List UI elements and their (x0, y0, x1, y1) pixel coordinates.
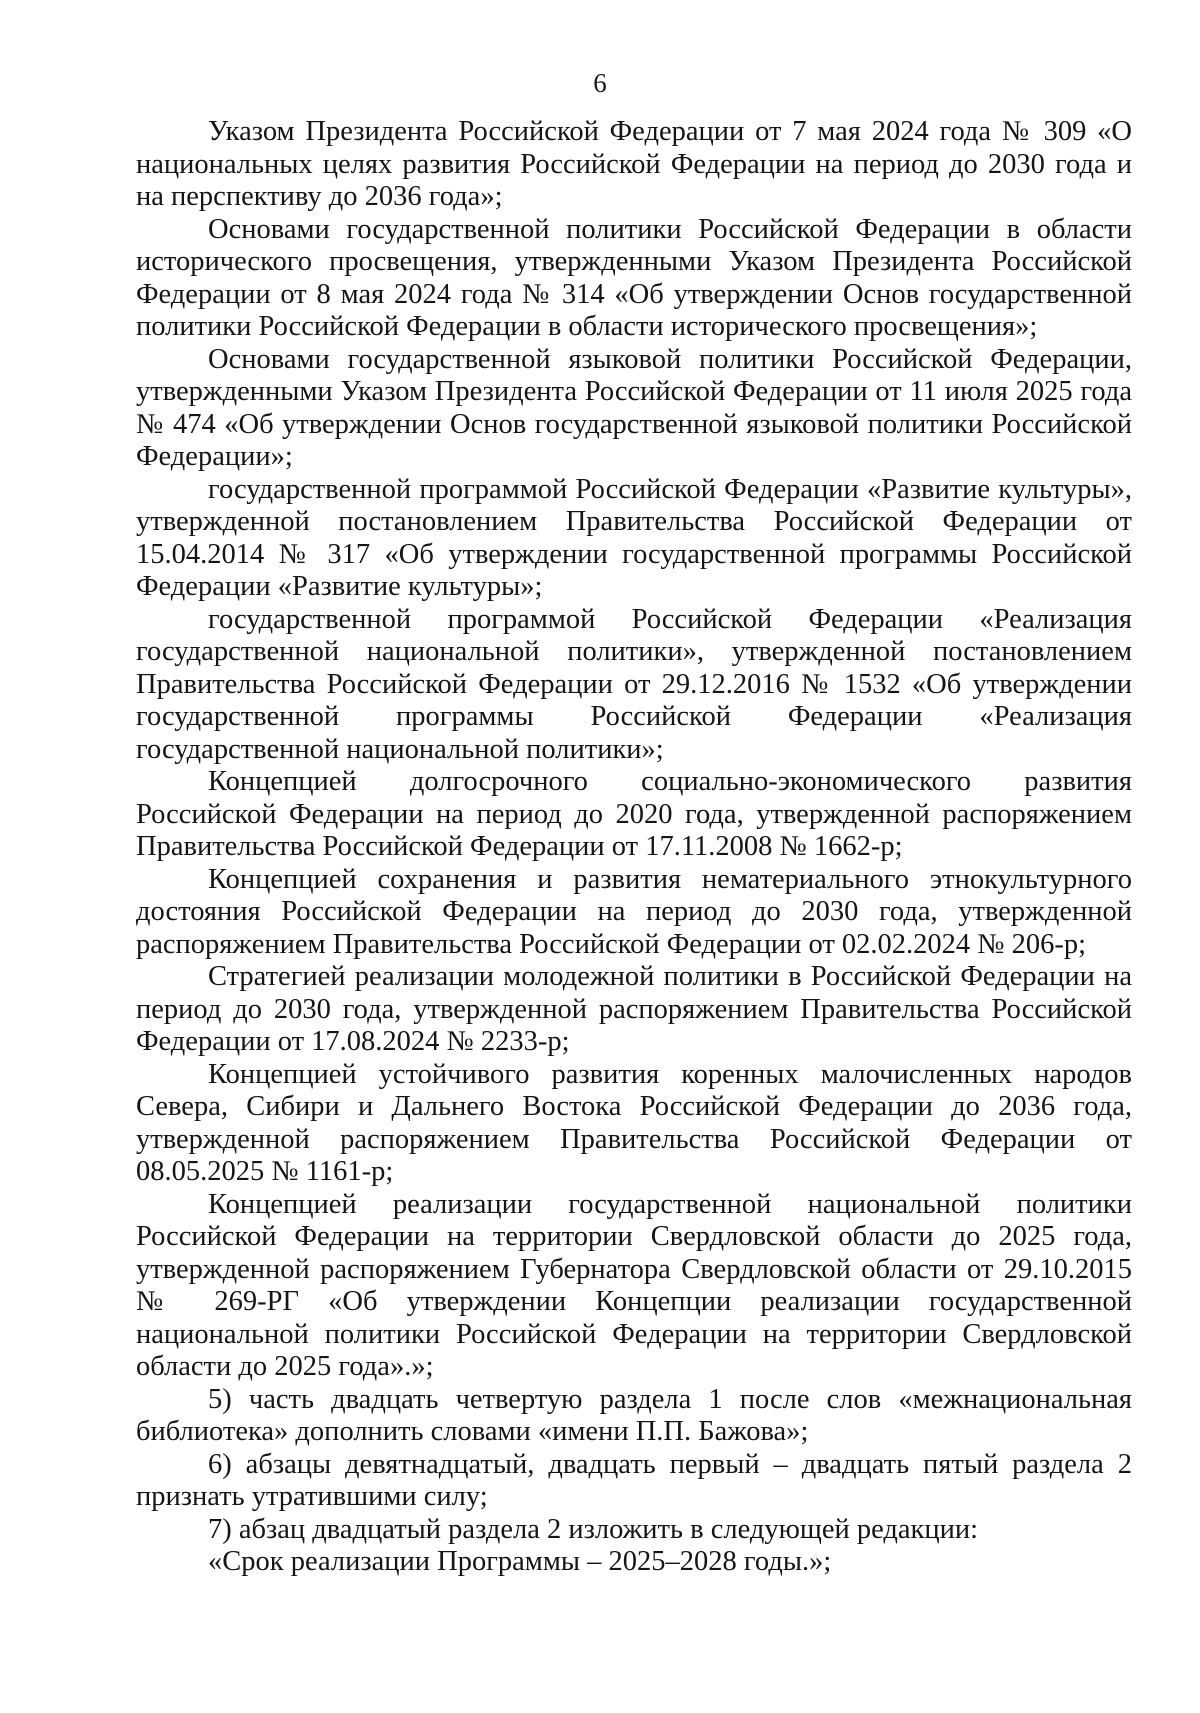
paragraph-program-term: «Срок реализации Программы – 2025–2028 годы.»; (208, 1546, 832, 1577)
paragraph-national-policy-program: государственной программой Российской Федерации «Реализация государственной национальной политики», утвержденной постановлением Правительства Российской Федерации от 29.12.2016 № 1532 «Об утверждении государственной программы Российской Федерации «Реализация государственной национальной политики»; (136, 603, 1132, 765)
paragraph-item-6: 6) абзацы девятнадцатый, двадцать первый – двадцать пятый раздела 2 признать утратившими силу; (136, 1448, 1132, 1512)
paragraph-item-7: 7) абзац двадцатый раздела 2 изложить в следующей редакции: (208, 1513, 979, 1545)
paragraph-sverdlovsk-national-policy-concept: Концепцией реализации государственной национальной политики Российской Федерации на территории Свердловской области до 2025 года, утвержденной распоряжением Губернатора Свердловской области от 29.10.2015 № 269-РГ «Об утверждении Концепции реализации государственной национальной политики Российской Федерации на территории Свердловской области до 2025 года».»; (136, 1188, 1132, 1382)
paragraph-long-term-development-concept: Концепцией долгосрочного социально-экономического развития Российской Федерации на период до 2020 года, утвержденной распоряжением Правительства Российской Федерации от 17.11.2008 № 1662-р; (136, 766, 1132, 862)
paragraph-language-policy: Основами государственной языковой политики Российской Федерации, утвержденными Указом Президента Российской Федерации от 11 июля 2025 года № 474 «Об утверждении Основ государственной языковой политики Российской Федерации»; (136, 343, 1132, 472)
page-number: 6 (593, 68, 607, 98)
paragraph-historical-education-policy: Основами государственной политики Российской Федерации в области исторического просвещения, утвержденными Указом Президента Российской Федерации от 8 мая 2024 года № 314 «Об утверждении Основ государственной политики Российской Федерации в области исторического просвещения»; (136, 213, 1132, 342)
paragraph-item-5: 5) часть двадцать четвертую раздела 1 после слов «межнациональная библиотека» дополнить словами «имени П.П. Бажова»; (136, 1383, 1132, 1447)
paragraph-indigenous-peoples-concept: Концепцией устойчивого развития коренных малочисленных народов Севера, Сибири и Дальнего Востока Российской Федерации до 2036 года, утвержденной распоряжением Правительства Российской Федерации от 08.05.2025 № 1161-р; (136, 1058, 1132, 1187)
paragraph-youth-policy-strategy: Стратегией реализации молодежной политики в Российской Федерации на период до 2030 года, утвержденной распоряжением Правительства Российской Федерации от 17.08.2024 № 2233-р; (136, 961, 1132, 1057)
paragraph-culture-program: государственной программой Российской Федерации «Развитие культуры», утвержденной постановлением Правительства Российской Федерации от 15.04.2014 № 317 «Об утверждении государственной программы Российской Федерации «Развитие культуры»; (136, 473, 1132, 602)
document-body (136, 116, 1132, 1579)
paragraph-presidential-decree-309: Указом Президента Российской Федерации от 7 мая 2024 года № 309 «О национальных целях развития Российской Федерации на период до 2030 года и на перспективу до 2036 года»; (136, 116, 1132, 212)
paragraph-intangible-heritage-concept: Концепцией сохранения и развития нематериального этнокультурного достояния Российской Федерации на период до 2030 года, утвержденной распоряжением Правительства Российской Федерации от 02.02.2024 № 206-р; (136, 863, 1132, 960)
